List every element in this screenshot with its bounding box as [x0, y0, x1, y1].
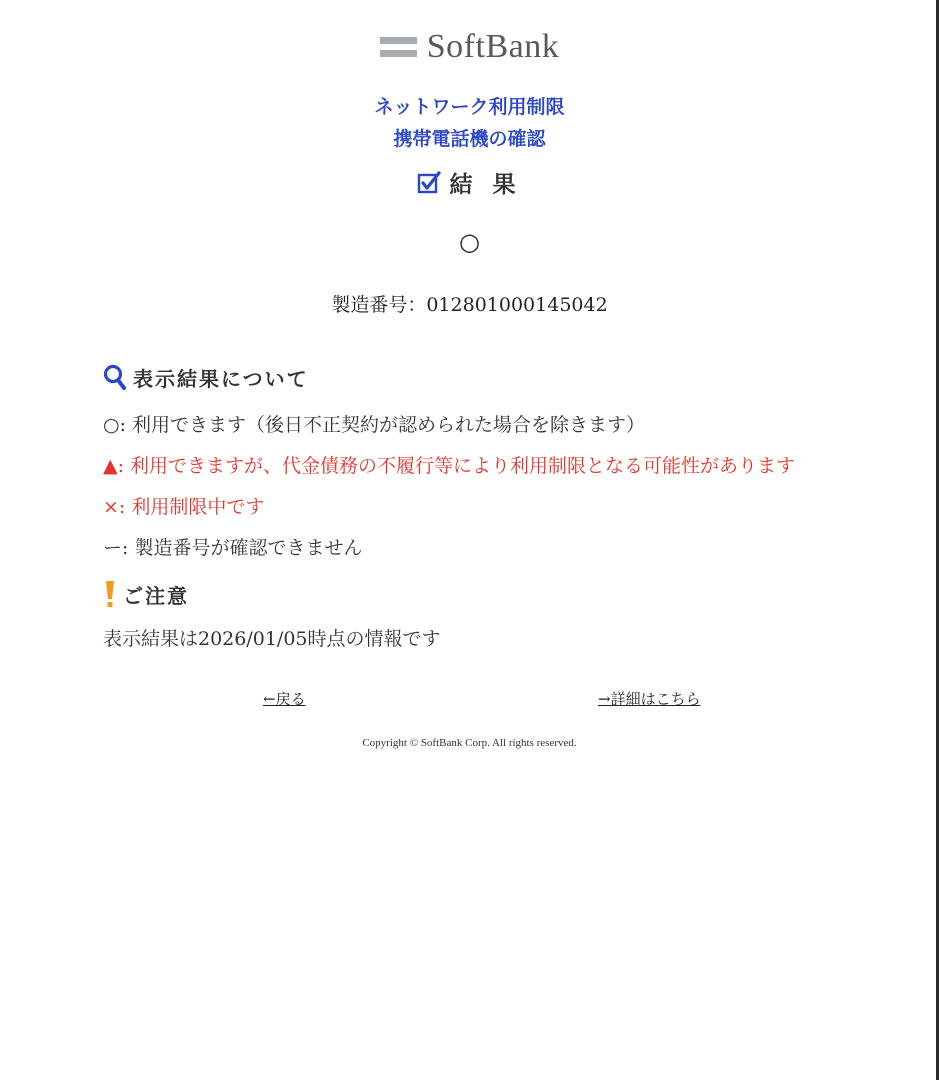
- logo-text: SoftBank: [426, 28, 560, 65]
- serial-value: 012801000145042: [426, 294, 608, 316]
- legend-heading: [103, 363, 309, 392]
- result-heading: [0, 166, 939, 199]
- legend-section: [103, 363, 309, 392]
- notice-heading: [103, 579, 189, 609]
- legend-item-unconfirmed: ー: 製造番号が確認できません: [103, 537, 363, 559]
- back-link[interactable]: ←戻る: [263, 690, 306, 708]
- page-title-line1: ネットワーク利用制限: [374, 96, 565, 118]
- logo-bar-bottom: [380, 50, 417, 57]
- legend-item-available: ○: 利用できます（後日不正契約が認められた場合を除きます）: [103, 414, 646, 436]
- serial-number: [0, 290, 939, 317]
- notice-section: [103, 579, 189, 609]
- legend-item-may-restrict: ▲: 利用できますが、代金債務の不履行等により利用制限となる可能性があります: [103, 455, 796, 477]
- copyright-text: Copyright © SoftBank Corp. All rights reserved.: [362, 737, 577, 749]
- page-title: [0, 91, 939, 155]
- legend-heading-text: 表示結果について: [133, 367, 309, 391]
- details-link[interactable]: →詳細はこちら: [598, 690, 701, 708]
- notice-text: 表示結果は2026/01/05時点の情報です: [103, 628, 441, 650]
- magnifier-icon: [103, 364, 127, 392]
- serial-label: 製造番号：: [331, 294, 427, 316]
- notice-heading-text: ご注意: [123, 583, 189, 608]
- checkbox-check-icon: [417, 171, 441, 195]
- legend-item-restricted: ×: 利用制限中です: [103, 496, 265, 518]
- softbank-logo: [0, 28, 939, 66]
- result-status-symbol: ○: [459, 228, 480, 256]
- page-title-line2: 携帯電話機の確認: [393, 128, 546, 150]
- logo-bar-top: [380, 37, 417, 44]
- exclamation-icon: [103, 579, 117, 609]
- logo-bars-icon: [380, 37, 417, 57]
- result-heading-text: 結 果: [449, 172, 522, 198]
